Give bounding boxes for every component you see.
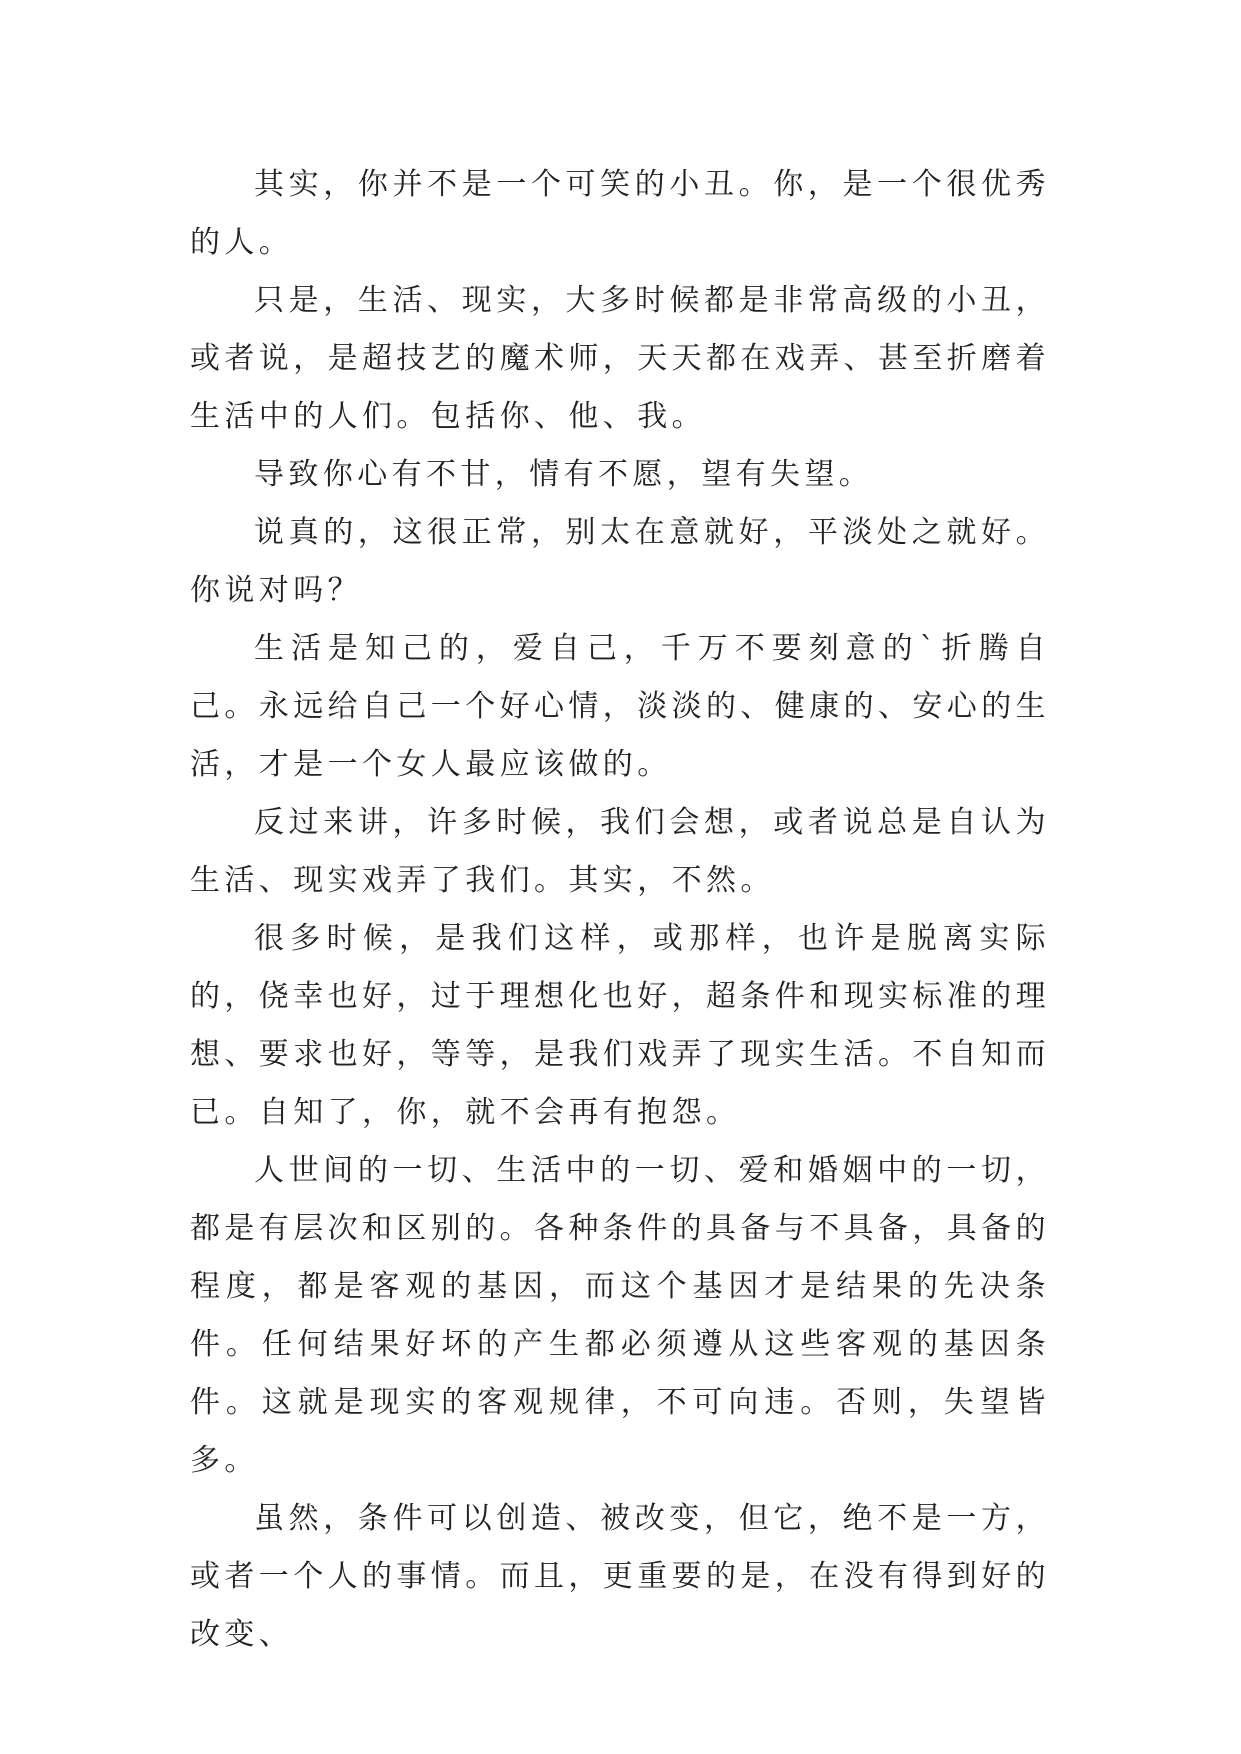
document-body [190,156,1050,1664]
paragraph-9: 虽然，条件可以创造、被改变，但它，绝不是一方，或者一个人的事情。而且，更重要的是，在没有得到好的改变、 [190,1501,1050,1652]
paragraph-4: 说真的，这很正常，别太在意就好，平淡处之就好。你说对吗？ [190,515,1050,608]
paragraph-3: 导致你心有不甘，情有不愿，望有失望。 [254,457,874,492]
paragraph-1: 其实，你并不是一个可笑的小丑。你，是一个很优秀的人。 [190,167,1050,260]
paragraph-8: 人世间的一切、生活中的一切、爱和婚姻中的一切，都是有层次和区别的。各种条件的具备与不具备，具备的程度，都是客观的基因，而这个基因才是结果的先决条件。任何结果好坏的产生都必须遵从这些客观的基因条件。这就是现实的客观规律，不可向违。否则，失望皆多。 [190,1153,1050,1478]
paragraph-6: 反过来讲，许多时候，我们会想，或者说总是自认为生活、现实戏弄了我们。其实，不然。 [190,805,1050,898]
paragraph-2: 只是，生活、现实，大多时候都是非常高级的小丑，或者说，是超技艺的魔术师，天天都在戏弄、甚至折磨着生活中的人们。包括你、他、我。 [190,283,1050,434]
paragraph-5: 生活是知己的，爱自己，千万不要刻意的`折腾自己。永远给自己一个好心情，淡淡的、健康的、安心的生活，才是一个女人最应该做的。 [190,631,1050,782]
paragraph-7: 很多时候，是我们这样，或那样，也许是脱离实际的，侥幸也好，过于理想化也好，超条件和现实标准的理想、要求也好，等等，是我们戏弄了现实生活。不自知而已。自知了，你，就不会再有抱怨。 [190,921,1050,1130]
